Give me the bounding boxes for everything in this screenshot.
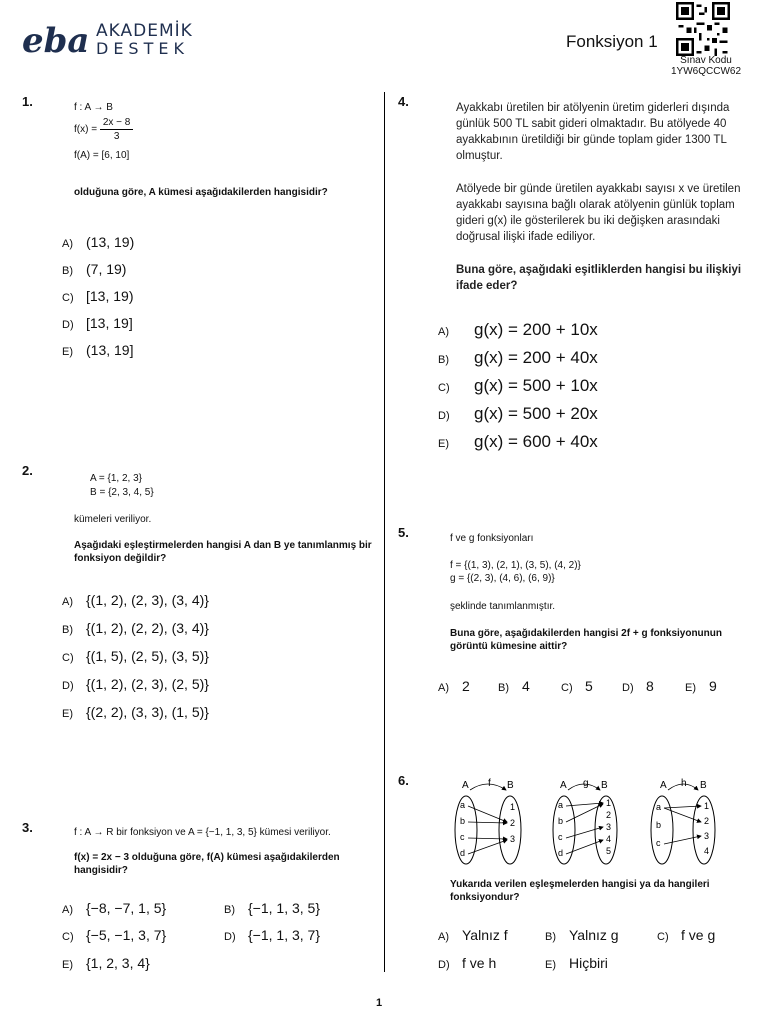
q1-function bbox=[74, 116, 133, 143]
q3-option-e[interactable] bbox=[62, 955, 150, 971]
diagram-g-elem-5: 5 bbox=[606, 846, 612, 856]
q1-option-a[interactable] bbox=[62, 234, 134, 261]
column-divider bbox=[384, 92, 385, 972]
q1-question: olduğuna göre, A kümesi aşağıdakilerden hangisidir? bbox=[74, 187, 328, 198]
question-1-number: 1. bbox=[22, 94, 33, 109]
exam-code-block bbox=[660, 55, 752, 77]
q2-option-d[interactable] bbox=[62, 676, 209, 704]
q3-option-d[interactable] bbox=[224, 927, 320, 943]
option-label: D) bbox=[622, 682, 634, 694]
q4-question: Buna göre, aşağıdaki eşitliklerden hangisi bu ilişkiyi ifade eder? bbox=[456, 264, 742, 292]
q4-option-a[interactable] bbox=[438, 320, 598, 348]
q3-line1: f : A → R bir fonksiyon ve A = {−1, 1, 3, 5} kümesi veriliyor. bbox=[74, 827, 331, 838]
diagram-f bbox=[455, 778, 521, 864]
diagram-f-elem-d: d bbox=[460, 848, 466, 858]
option-text: {(2, 2), (3, 3), (1, 5)} bbox=[86, 704, 209, 720]
q1-fraction bbox=[100, 116, 134, 143]
diagram-f-set-a: A bbox=[462, 780, 469, 791]
option-label: E) bbox=[62, 708, 73, 720]
option-label: B) bbox=[62, 624, 73, 636]
eba-logo-icon bbox=[22, 22, 90, 60]
q5-question: Buna göre, aşağıdakilerden hangisi 2f + g fonksiyonunun görüntü kümesine aittir? bbox=[450, 628, 722, 652]
option-text: g(x) = 200 + 10x bbox=[474, 320, 598, 339]
option-label: D) bbox=[62, 680, 74, 692]
option-label: B) bbox=[438, 354, 449, 366]
diagram-f-set-b: B bbox=[507, 780, 514, 791]
option-label: A) bbox=[62, 238, 73, 250]
q5-option-a[interactable] bbox=[438, 678, 470, 694]
q6-option-a[interactable] bbox=[438, 927, 508, 943]
option-text: {−5, −1, 3, 7} bbox=[86, 927, 167, 943]
diagram-g-set-a: A bbox=[560, 780, 567, 791]
option-text: g(x) = 200 + 40x bbox=[474, 348, 598, 367]
option-text: {−8, −7, 1, 5} bbox=[86, 900, 167, 916]
q1-option-c[interactable] bbox=[62, 288, 134, 315]
option-label: B) bbox=[498, 682, 509, 694]
option-text: (7, 19) bbox=[86, 261, 127, 277]
q4-option-b[interactable] bbox=[438, 348, 598, 376]
exam-code-label: Sınav Kodu bbox=[680, 55, 732, 66]
q5-line1: f ve g fonksiyonları bbox=[450, 533, 534, 544]
q2-set-b: B = {2, 3, 4, 5} bbox=[90, 487, 154, 498]
q3-question: f(x) = 2x − 3 olduğuna göre, f(A) kümesi aşağıdakilerden hangisidir? bbox=[74, 852, 340, 876]
diagram-h-elem-1: 1 bbox=[704, 801, 710, 811]
option-label: A) bbox=[438, 326, 449, 338]
q4-options bbox=[438, 320, 598, 460]
option-label: E) bbox=[62, 346, 73, 358]
page-number: 1 bbox=[376, 997, 383, 1009]
q1-denominator: 3 bbox=[113, 131, 120, 142]
diagram-h-elem-c: c bbox=[656, 838, 661, 848]
option-text: [13, 19] bbox=[86, 315, 133, 331]
q6-option-b[interactable] bbox=[545, 927, 619, 943]
option-text: 4 bbox=[522, 678, 530, 694]
q6-diagrams bbox=[446, 776, 736, 868]
option-text: {−1, 1, 3, 5} bbox=[248, 900, 321, 916]
question-5-number: 5. bbox=[398, 525, 409, 540]
question-4-number: 4. bbox=[398, 94, 409, 109]
q2-option-a[interactable] bbox=[62, 592, 209, 620]
diagram-g-elem-d: d bbox=[558, 848, 564, 858]
diagram-f-elem-1: 1 bbox=[510, 802, 516, 812]
option-text: {(1, 5), (2, 5), (3, 5)} bbox=[86, 648, 209, 664]
diagram-g-elem-1: 1 bbox=[606, 798, 612, 808]
q1-numerator: 2x − 8 bbox=[100, 116, 134, 130]
option-text: {(1, 2), (2, 3), (3, 4)} bbox=[86, 592, 209, 608]
option-text: 5 bbox=[585, 678, 593, 694]
option-label: B) bbox=[545, 931, 556, 943]
option-text: Yalnız f bbox=[462, 927, 508, 943]
diagram-f-elem-b: b bbox=[460, 816, 466, 826]
option-text: g(x) = 500 + 10x bbox=[474, 376, 598, 395]
option-text: 8 bbox=[646, 678, 654, 694]
exam-code: 1YW6QCCW62 bbox=[670, 66, 741, 77]
diagram-g-set-b: B bbox=[601, 780, 608, 791]
diagram-f-elem-c: c bbox=[460, 832, 465, 842]
q2-given: kümeleri veriliyor. bbox=[74, 514, 152, 525]
diagram-f-label: f bbox=[488, 778, 491, 789]
option-text: (13, 19) bbox=[86, 234, 135, 250]
diagram-g-elem-a: a bbox=[558, 800, 564, 810]
q4-option-e[interactable] bbox=[438, 432, 598, 460]
q1-image: f(A) = [6, 10] bbox=[74, 150, 130, 161]
option-label: C) bbox=[438, 382, 450, 394]
q5-option-d[interactable] bbox=[622, 678, 654, 694]
question-6-number: 6. bbox=[398, 773, 409, 788]
qr-code-icon bbox=[675, 2, 731, 56]
diagram-h-elem-a: a bbox=[656, 802, 662, 812]
option-text: Yalnız g bbox=[569, 927, 619, 943]
diagram-g-elem-2: 2 bbox=[606, 810, 612, 820]
q3-option-a[interactable] bbox=[62, 900, 166, 916]
q6-option-d[interactable] bbox=[438, 955, 496, 971]
diagram-h-elem-4: 4 bbox=[704, 846, 710, 856]
option-text: f ve h bbox=[462, 955, 497, 971]
option-label: A) bbox=[62, 904, 73, 916]
diagram-h-elem-2: 2 bbox=[704, 816, 710, 826]
q6-question: Yukarıda verilen eşleşmelerden hangisi ya da hangileri fonksiyondur? bbox=[450, 879, 710, 903]
option-text: f ve g bbox=[681, 927, 716, 943]
option-label: C) bbox=[561, 682, 573, 694]
diagram-g-elem-c: c bbox=[558, 832, 563, 842]
diagram-g-label: g bbox=[583, 778, 589, 789]
option-label: B) bbox=[62, 265, 73, 277]
option-label: A) bbox=[62, 596, 73, 608]
diagram-h-set-a: A bbox=[660, 780, 667, 791]
question-3-number: 3. bbox=[22, 820, 33, 835]
q1-fx-label: f(x) = bbox=[74, 124, 98, 136]
option-text: Hiçbiri bbox=[569, 955, 608, 971]
q5-option-e[interactable] bbox=[685, 678, 717, 694]
q6-option-e[interactable] bbox=[545, 955, 608, 971]
q2-set-a: A = {1, 2, 3} bbox=[90, 473, 142, 484]
q4-paragraph-1: Ayakkabı üretilen bir atölyenin üretim giderleri dışında günlük 500 TL sabit gideri olmaktadır. Bu atölyede 40 ayakkabının üretildiği bir günde toplam gider 1300 TL olmuştur. bbox=[456, 102, 730, 162]
q2-option-c[interactable] bbox=[62, 648, 209, 676]
q4-paragraph-2: Atölyede bir günde üretilen ayakkabı sayısı x ve üretilen ayakkabı sayısına bağlı olarak atölyenin günlük toplam gideri g(x) ile gösterilerek bu iki değişken arasındaki doğrusal ilişki ifade ediliyor. bbox=[456, 183, 741, 243]
option-label: D) bbox=[438, 959, 450, 971]
brand-line-2: DESTEK bbox=[96, 39, 189, 58]
option-text: 2 bbox=[462, 678, 470, 694]
option-label: D) bbox=[224, 931, 236, 943]
diagram-h-set-b: B bbox=[700, 780, 707, 791]
q2-option-e[interactable] bbox=[62, 704, 209, 732]
q5-g-definition: g = {(2, 3), (4, 6), (6, 9)} bbox=[450, 573, 555, 584]
q3-option-b[interactable] bbox=[224, 900, 320, 916]
question-2-number: 2. bbox=[22, 463, 33, 478]
option-label: E) bbox=[438, 438, 449, 450]
option-text: {(1, 2), (2, 2), (3, 4)} bbox=[86, 620, 209, 636]
test-title: Fonksiyon 1 bbox=[566, 32, 658, 51]
svg-text:eba: eba bbox=[22, 22, 90, 60]
q2-option-b[interactable] bbox=[62, 620, 209, 648]
option-label: E) bbox=[545, 959, 556, 971]
q1-mapping: f : A → B bbox=[74, 102, 113, 113]
option-label: A) bbox=[438, 682, 449, 694]
diagram-h-label: h bbox=[681, 778, 687, 789]
q5-option-b[interactable] bbox=[498, 678, 530, 694]
option-label: B) bbox=[224, 904, 235, 916]
q1-options bbox=[62, 234, 134, 369]
option-text: 9 bbox=[709, 678, 717, 694]
q2-question: Aşağıdaki eşleştirmelerden hangisi A dan B ye tanımlanmış bir fonksiyon değildir? bbox=[74, 540, 372, 564]
option-label: C) bbox=[62, 652, 74, 664]
brand-name bbox=[96, 22, 193, 58]
diagram-g bbox=[553, 778, 617, 864]
option-text: (13, 19] bbox=[86, 342, 134, 358]
diagram-h-elem-b: b bbox=[656, 820, 662, 830]
brand-line-1: AKADEMİK bbox=[96, 21, 193, 41]
option-text: {−1, 1, 3, 7} bbox=[248, 927, 321, 943]
q1-option-b[interactable] bbox=[62, 261, 134, 288]
option-text: {(1, 2), (2, 3), (2, 5)} bbox=[86, 676, 209, 692]
diagram-g-elem-4: 4 bbox=[606, 834, 612, 844]
q1-option-e[interactable] bbox=[62, 342, 134, 369]
diagram-h bbox=[651, 778, 715, 864]
option-text: [13, 19) bbox=[86, 288, 134, 304]
option-label: A) bbox=[438, 931, 449, 943]
q4-option-c[interactable] bbox=[438, 376, 598, 404]
diagram-f-elem-3: 3 bbox=[510, 834, 516, 844]
q2-options bbox=[62, 592, 209, 732]
q6-option-c[interactable] bbox=[657, 927, 715, 943]
q5-option-c[interactable] bbox=[561, 678, 593, 694]
q5-f-definition: f = {(1, 3), (2, 1), (3, 5), (4, 2)} bbox=[450, 560, 581, 571]
diagram-f-elem-2: 2 bbox=[510, 818, 516, 828]
option-label: D) bbox=[62, 319, 74, 331]
diagram-g-elem-3: 3 bbox=[606, 822, 612, 832]
q5-line2: şeklinde tanımlanmıştır. bbox=[450, 601, 556, 612]
option-text: g(x) = 500 + 20x bbox=[474, 404, 598, 423]
q4-option-d[interactable] bbox=[438, 404, 598, 432]
option-label: C) bbox=[62, 292, 74, 304]
q1-option-d[interactable] bbox=[62, 315, 134, 342]
option-label: E) bbox=[685, 682, 696, 694]
option-label: C) bbox=[62, 931, 74, 943]
option-label: C) bbox=[657, 931, 669, 943]
option-label: D) bbox=[438, 410, 450, 422]
q3-option-c[interactable] bbox=[62, 927, 166, 943]
diagram-h-elem-3: 3 bbox=[704, 831, 710, 841]
option-text: {1, 2, 3, 4} bbox=[86, 955, 150, 971]
diagram-f-elem-a: a bbox=[460, 800, 466, 810]
diagram-g-elem-b: b bbox=[558, 816, 564, 826]
option-label: E) bbox=[62, 959, 73, 971]
option-text: g(x) = 600 + 40x bbox=[474, 432, 598, 451]
